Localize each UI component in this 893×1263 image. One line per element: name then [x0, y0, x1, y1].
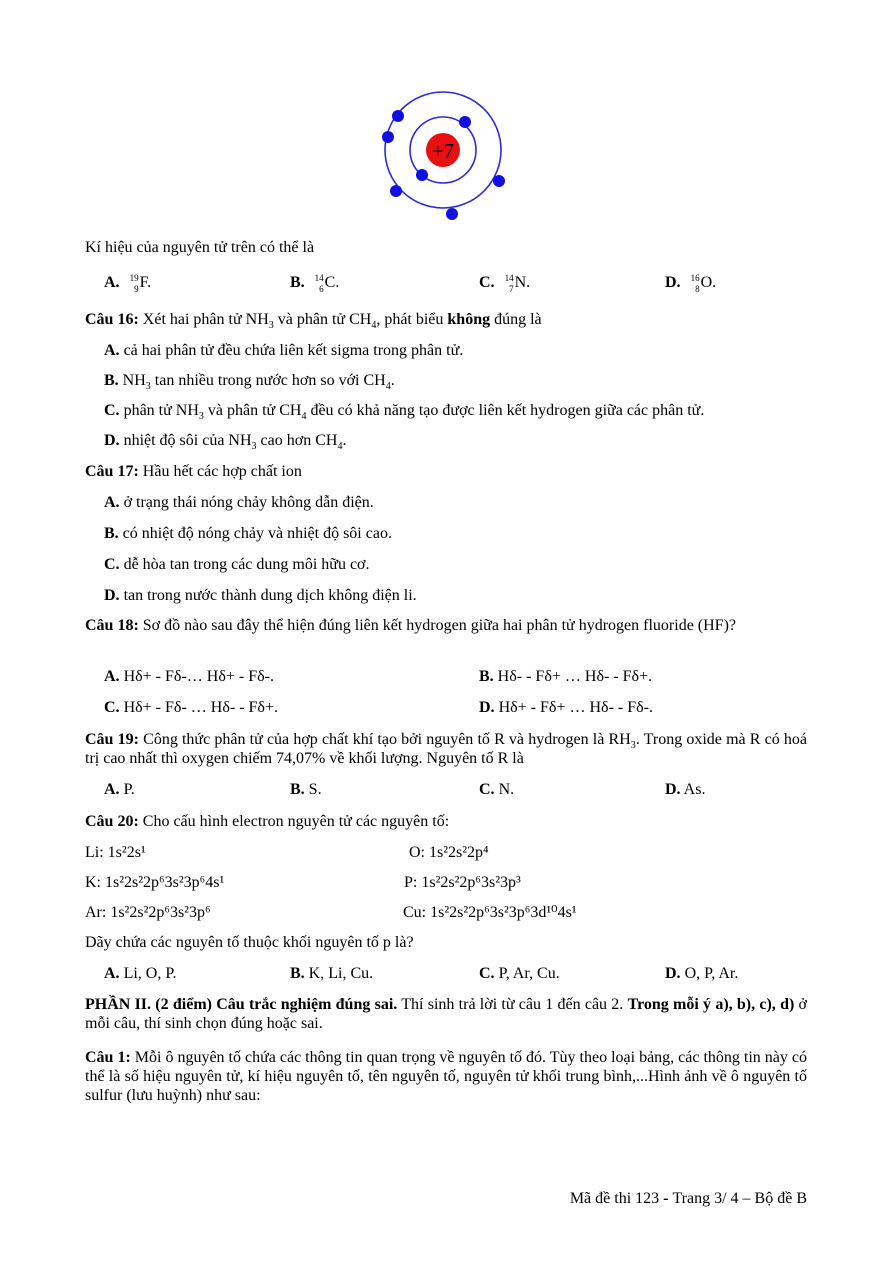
q19-option-d: D. As. [665, 781, 706, 798]
q19-option-b: B. S. [290, 781, 322, 798]
config-ar: Ar: 1s²2s²2p⁶3s²3p⁶ [85, 904, 211, 921]
q18-option-d: D. Hδ+ - Fδ+ … Hδ- - Fδ-. [479, 699, 653, 716]
q17-option-a: A. ở trạng thái nóng chảy không dẫn điện. [104, 494, 374, 511]
q20-option-c: C. P, Ar, Cu. [479, 965, 560, 982]
config-p: P: 1s²2s²2p⁶3s²3p³ [404, 874, 521, 891]
q16-option-b: B. $NH_3$ tan nhiều trong nước hơn so với $CH_4$. [104, 372, 395, 393]
electron [493, 175, 505, 187]
electron [392, 110, 404, 122]
q17-option-d: D. tan trong nước thành dung dịch không điện li. [104, 587, 417, 604]
electron [390, 185, 402, 197]
q15-option-a: A. 19 9 F. [104, 273, 152, 294]
config-k: K: 1s²2s²2p⁶3s²3p⁶4s¹ [85, 874, 225, 891]
nucleus-label: +7 [431, 139, 455, 163]
q15-stem: Kí hiệu của nguyên tử trên có thể là [85, 239, 315, 256]
electron [446, 208, 458, 220]
q20-question: Dãy chứa các nguyên tố thuộc khối nguyên tố p là? [85, 934, 414, 951]
q18-option-b: B. Hδ- - Fδ+ … Hδ- - Fδ+. [479, 668, 653, 685]
q15-option-c: C. 14 7 N. [479, 273, 531, 294]
q20-option-b: B. K, Li, Cu. [290, 965, 374, 982]
q18-option-a: A. Hδ+ - Fδ-… Hδ+ - Fδ-. [104, 668, 274, 685]
q20-option-d: D. O, P, Ar. [665, 965, 739, 982]
page-footer: Mã đề thi 123 - Trang 3/ 4 – Bộ đề B [569, 1190, 807, 1207]
q20-stem: Câu 20: Cho cấu hình electron nguyên tử các nguyên tố: [85, 813, 450, 830]
config-cu: Cu: 1s²2s²2p⁶3s²3p⁶3d¹⁰4s¹ [403, 904, 577, 921]
atom-diagram [380, 88, 505, 223]
q17-option-c: C. dễ hòa tan trong các dung môi hữu cơ. [104, 556, 370, 573]
q1-stem: Câu 1: Mỗi ô nguyên tố chứa các thông tin quan trọng về nguyên tố đó. Tùy theo loại bảng, các thông tin này có thể là số hiệu nguyên tử, kí hiệu nguyên tố, tên nguyên tố, nguyên tử khối trung bình,...Hình ảnh về ô nguyên tố sulfur (lưu huỳnh) như sau: [85, 1049, 808, 1104]
q19-option-a: A. P. [104, 781, 135, 798]
q19-stem: Câu 19: Công thức phân tử của hợp chất khí tạo bởi nguyên tố R và hydrogen là $RH_3$. Trong oxide mà R có hoá trị cao nhất thì oxygen chiếm 74,07% về khối lượng. Nguyên tố R là [85, 731, 808, 767]
q16-option-c: C. phân tử $NH_3$ và phân tử $CH_4$ đều có khả năng tạo được liên kết hydrogen giữa các phân tử. [104, 402, 705, 423]
q20-option-a: A. Li, O, P. [104, 965, 177, 982]
q17-option-b: B. có nhiệt độ nóng chảy và nhiệt độ sôi cao. [104, 525, 392, 542]
electron [382, 131, 394, 143]
electron [459, 116, 471, 128]
q17-stem: Câu 17: Hầu hết các hợp chất ion [85, 463, 302, 480]
q18-option-c: C. Hδ+ - Fδ- … Hδ- - Fδ+. [104, 699, 278, 716]
config-o: O: 1s²2s²2p⁴ [409, 844, 489, 861]
config-li: Li: 1s²2s¹ [85, 844, 146, 861]
q15-option-b: B. 14 6 C. [290, 273, 340, 294]
electron [416, 169, 428, 181]
q19-option-c: C. N. [479, 781, 515, 798]
part2-instructions: PHẦN II. (2 điểm) Câu trắc nghiệm đúng sai. Thí sinh trả lời từ câu 1 đến câu 2. Trong mỗi ý a), b), c), d) ở mỗi câu, thí sinh chọn đúng hoặc sai. [85, 996, 808, 1032]
q15-option-d: D. 16 8 O. [665, 273, 717, 294]
q16-option-d: D. nhiệt độ sôi của $NH_3$ cao hơn $CH_4$. [104, 432, 347, 453]
q16-stem: Câu 16: Xét hai phân tử $NH_3$ và phân tử $CH_4$, phát biểu không đúng là [85, 311, 542, 332]
q18-stem: Câu 18: Sơ đồ nào sau đây thể hiện đúng liên kết hydrogen giữa hai phân tử hydrogen fluoride (HF)? [85, 617, 737, 634]
q16-option-a: A. cả hai phân tử đều chứa liên kết sigma trong phân tử. [104, 342, 464, 359]
